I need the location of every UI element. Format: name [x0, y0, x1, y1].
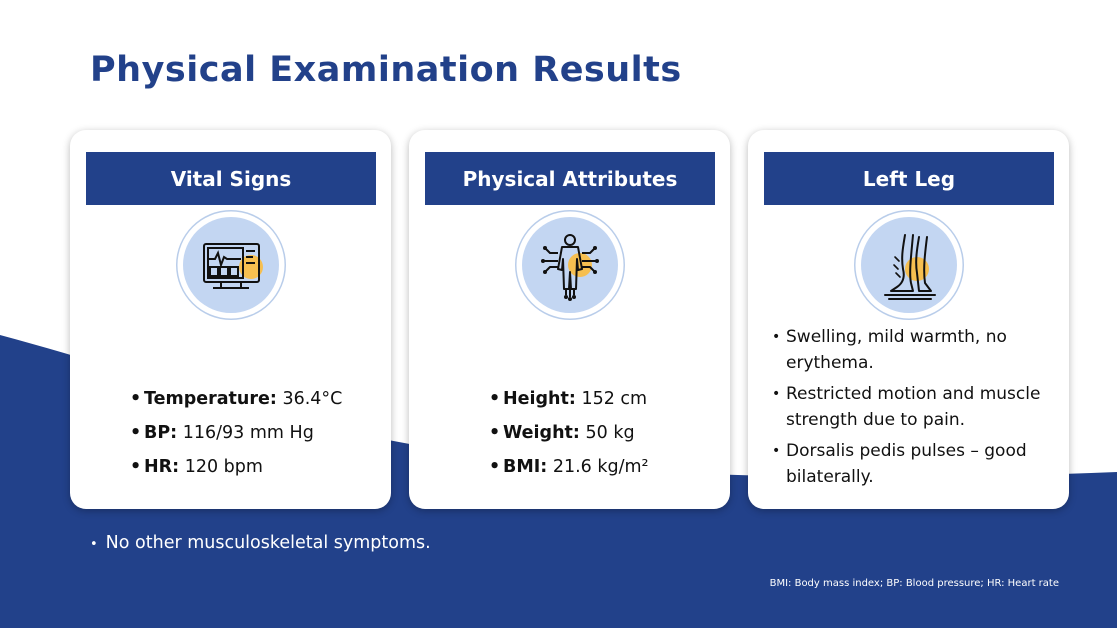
item-value: 120 bpm	[184, 457, 263, 477]
body-scan-icon	[515, 210, 625, 320]
abbreviations-footnote: BMI: Body mass index; BP: Blood pressure; HR: Heart rate	[769, 578, 1059, 589]
item-value: 152 cm	[581, 389, 648, 409]
item-value: 21.6 kg/m²	[552, 457, 649, 477]
list-item	[130, 420, 342, 454]
item-label: HR:	[144, 457, 180, 477]
list-item	[489, 386, 649, 420]
note-text: No other musculoskeletal symptoms.	[105, 533, 431, 553]
card-heading: Physical Attributes	[425, 152, 715, 205]
left-leg-findings-list	[772, 324, 1062, 495]
item-value: 36.4°C	[282, 389, 343, 409]
item-label: Temperature:	[144, 389, 277, 409]
item-label: Height:	[503, 389, 576, 409]
item-value: 116/93 mm Hg	[182, 423, 314, 443]
list-item: • Restricted motion and muscle strength due to pain.	[772, 381, 1062, 433]
other-symptoms-note: • No other musculoskeletal symptoms.	[90, 533, 431, 553]
list-item	[130, 454, 342, 488]
page-title: Physical Examination Results	[90, 50, 682, 90]
list-item: • Dorsalis pedis pulses – good bilaterally.	[772, 438, 1062, 490]
item-label: Weight:	[503, 423, 580, 443]
physical-attributes-list	[489, 386, 649, 488]
card-heading: Vital Signs	[86, 152, 376, 205]
list-item	[489, 454, 649, 488]
left-leg-card	[748, 130, 1069, 509]
item-label: BMI:	[503, 457, 548, 477]
vital-signs-monitor-icon	[176, 210, 286, 320]
vital-signs-list	[130, 386, 342, 488]
item-value: 50 kg	[585, 423, 635, 443]
leg-icon	[854, 210, 964, 320]
list-item	[489, 420, 649, 454]
vital-signs-card	[70, 130, 391, 509]
list-item	[130, 386, 342, 420]
physical-attributes-card	[409, 130, 730, 509]
list-item: • Swelling, mild warmth, no erythema.	[772, 324, 1062, 376]
item-label: BP:	[144, 423, 178, 443]
card-heading: Left Leg	[764, 152, 1054, 205]
